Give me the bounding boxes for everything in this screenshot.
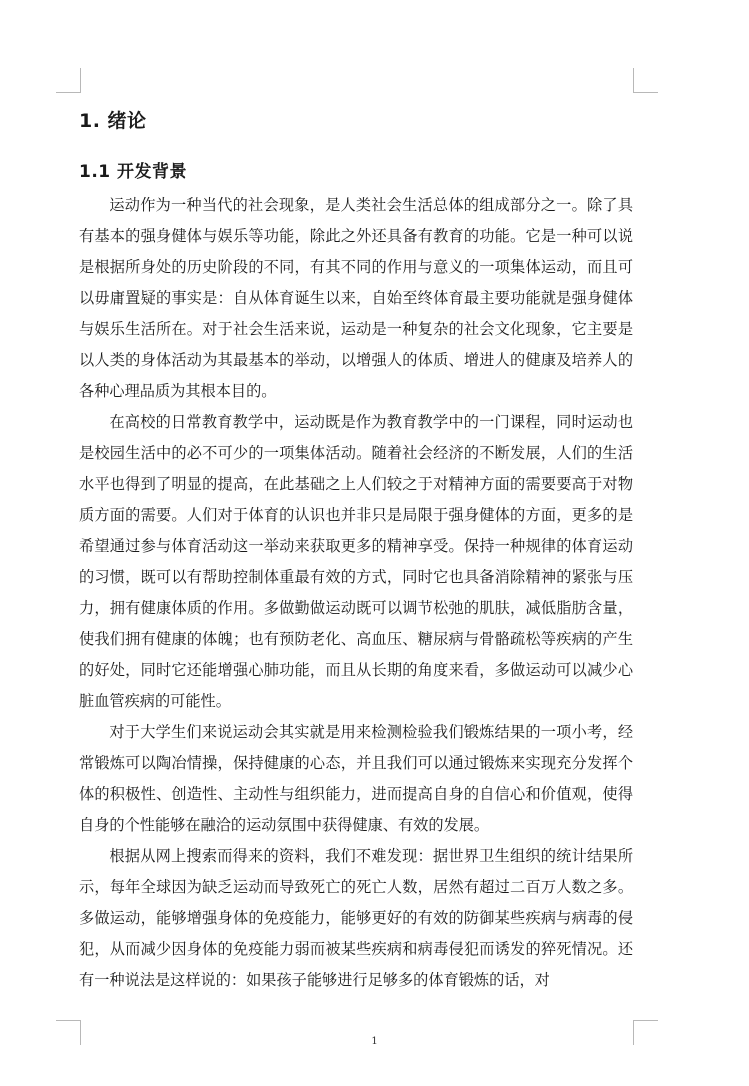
paragraph: 运动作为一种当代的社会现象，是人类社会生活总体的组成部分之一。除了具有基本的强身健体与娱乐等功能，除此之外还具备有教育的功能。它是一种可以说是根据所身处的历史阶段的不同，有其不同的作用与意义的一项集体运动，而且可以毋庸置疑的事实是：自从体育诞生以来，自始至终体育最主要功能就是强身健体与娱乐生活所在。对于社会生活来说，运动是一种复杂的社会文化现象，它主要是以人类的身体活动为其最基本的举动，以增强人的体质、增进人的健康及培养人的各种心理品质为其根本目的。 <box>79 196 633 400</box>
paragraph: 在高校的日常教育教学中，运动既是作为教育教学中的一门课程，同时运动也是校园生活中的必不可少的一项集体活动。随着社会经济的不断发展，人们的生活水平也得到了明显的提高，在此基础之上人们较之于对精神方面的需要要高于对物质方面的需要。人们对于体育的认识也并非只是局限于强身健体的方面，更多的是希望通过参与体育活动这一举动来获取更多的精神享受。保持一种规律的体育运动的习惯，既可以有帮助控制体重最有效的方式，同时它也具备消除精神的紧张与压力，拥有健康体质的作用。多做勤做运动既可以调节松弛的肌肤，减低脂肪含量，使我们拥有健康的体魄；也有预防老化、高血压、糖尿病与骨骼疏松等疾病的产生的好处，同时它还能增强心肺功能，而且从长期的角度来看，多做运动可以减少心脏血管疾病的可能性。 <box>79 413 633 710</box>
body-text <box>79 190 633 996</box>
paragraph: 根据从网上搜索而得来的资料，我们不难发现：据世界卫生组织的统计结果所示，每年全球因为缺乏运动而导致死亡的死亡人数，居然有超过二百万人数之多。多做运动，能够增强身体的免疫能力，能够更好的有效的防御某些疾病与病毒的侵犯，从而减少因身体的免疫能力弱而被某些疾病和病毒侵犯而诱发的猝死情况。还有一种说法是这样说的：如果孩子能够进行足够多的体育锻炼的话，对 <box>79 847 633 989</box>
crop-mark-top-left <box>56 68 81 93</box>
crop-mark-top-right <box>633 68 658 93</box>
section-heading: 1.1 开发背景 <box>79 162 188 182</box>
paragraph: 对于大学生们来说运动会其实就是用来检测检验我们锻炼结果的一项小考，经常锻炼可以陶冶情操，保持健康的心态，并且我们可以通过锻炼来实现充分发挥个体的积极性、创造性、主动性与组织能力，进而提高自身的自信心和价值观，使得自身的个性能够在融洽的运动氛围中获得健康、有效的发展。 <box>79 723 633 834</box>
chapter-heading: 1. 绪论 <box>79 110 147 132</box>
page-content <box>79 106 633 996</box>
page-number: 1 <box>371 1036 378 1047</box>
